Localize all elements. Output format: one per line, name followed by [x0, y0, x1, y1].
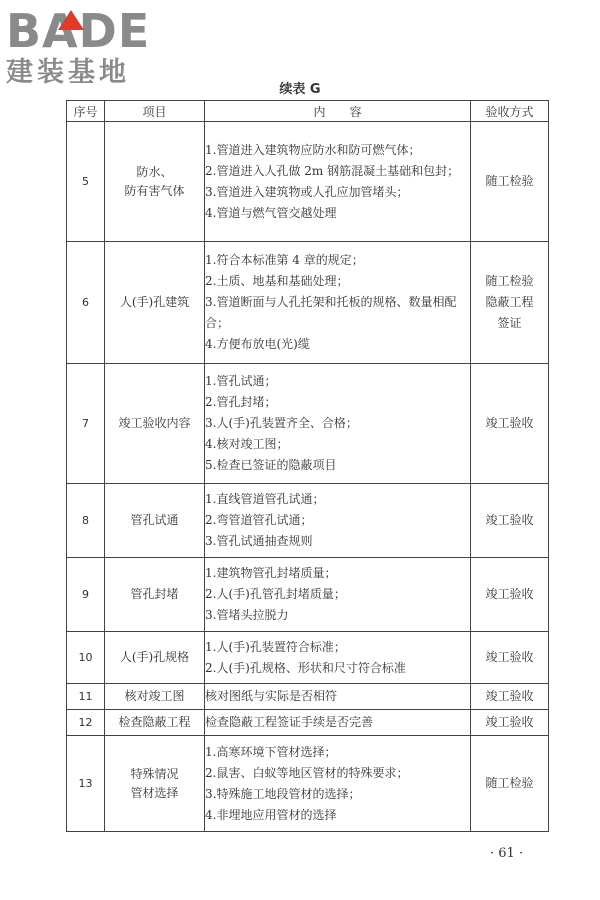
method-line: 随工检验	[485, 776, 534, 790]
method-line: 隐蔽工程	[485, 295, 534, 309]
row-number: 13	[67, 736, 105, 832]
content-cell	[205, 242, 471, 364]
content-cell	[205, 684, 471, 710]
table-row	[67, 710, 549, 736]
item-line: 检查隐蔽工程	[118, 715, 191, 729]
content-line: 3.管道断面与人孔托架和托板的规格、数量相配合；	[205, 295, 457, 330]
content-line: 2.弯管道管孔试通；	[205, 513, 313, 527]
content-line: 3.管堵头拉脱力	[205, 608, 289, 622]
item-line: 竣工验收内容	[118, 416, 191, 430]
table-row	[67, 684, 549, 710]
content-line: 1.管孔试通；	[205, 374, 277, 388]
row-number: 7	[67, 364, 105, 484]
method-line: 竣工验收	[485, 513, 534, 527]
item-line: 管孔封堵	[130, 587, 179, 601]
content-line: 4.方便布放电(光)缆	[205, 337, 310, 351]
content-line: 4.非埋地应用管材的选择	[205, 807, 337, 822]
item-cell	[105, 484, 205, 558]
method-line: 竣工验收	[485, 587, 534, 601]
bade-logo	[6, 4, 176, 88]
method-line: 随工检验	[485, 274, 534, 288]
table-row	[67, 242, 549, 364]
content-line: 1.高寒环境下管材选择；	[205, 744, 337, 759]
table-caption: 续表 G	[279, 82, 321, 97]
content-line: 核对图纸与实际是否相符	[205, 689, 338, 703]
content-line: 2.管孔封堵；	[205, 395, 277, 409]
content-cell	[205, 736, 471, 832]
content-line: 4.管道与燃气管交越处理	[205, 205, 337, 220]
table-row	[67, 632, 549, 684]
method-line: 竣工验收	[485, 416, 534, 430]
item-line: 防有害气体	[124, 183, 185, 198]
content-line: 3.管道进入建筑物或人孔应加管堵头；	[205, 184, 409, 199]
header-no: 序号	[67, 101, 105, 122]
item-line: 管孔试通	[130, 513, 179, 527]
method-line: 竣工验收	[485, 650, 534, 664]
header-content: 内 容	[205, 101, 471, 122]
table-row	[67, 558, 549, 632]
content-line: 2.鼠害、白蚁等地区管材的特殊要求；	[205, 765, 409, 780]
row-number: 12	[67, 710, 105, 736]
item-line: 人(手)孔规格	[119, 650, 190, 664]
item-line: 人(手)孔建筑	[119, 295, 190, 309]
method-line: 竣工验收	[485, 689, 534, 703]
content-line: 3.管孔试通抽查规则	[205, 534, 313, 548]
content-cell	[205, 484, 471, 558]
method-cell	[471, 484, 549, 558]
content-cell	[205, 558, 471, 632]
item-cell	[105, 364, 205, 484]
content-line: 检查隐蔽工程签证手续是否完善	[205, 715, 374, 729]
header-method: 验收方式	[471, 101, 549, 122]
method-cell	[471, 364, 549, 484]
method-line: 随工检验	[485, 174, 534, 188]
content-line: 3.人(手)孔装置齐全、合格；	[205, 416, 358, 430]
item-line: 管材选择	[130, 785, 179, 800]
page-number: · 61 ·	[490, 846, 524, 861]
table-row	[67, 484, 549, 558]
content-line: 1.直线管道管孔试通；	[205, 492, 325, 506]
content-cell	[205, 632, 471, 684]
content-line: 3.特殊施工地段管材的选择；	[205, 786, 361, 801]
content-cell	[205, 122, 471, 242]
row-number: 8	[67, 484, 105, 558]
content-line: 2.管道进入人孔做 2m 钢筋混凝土基础和包封；	[205, 163, 460, 178]
row-number: 11	[67, 684, 105, 710]
logo-subtitle: 建装基地	[6, 57, 130, 88]
item-line: 特殊情况	[130, 766, 179, 781]
content-line: 1.人(手)孔装置符合标准；	[205, 639, 346, 654]
item-cell	[105, 684, 205, 710]
content-line: 5.检查已签证的隐蔽项目	[205, 458, 337, 472]
logo-mark-text: BADE	[6, 4, 151, 58]
method-cell	[471, 684, 549, 710]
content-line: 1.建筑物管孔封堵质量；	[205, 566, 337, 580]
table-row	[67, 122, 549, 242]
item-line: 防水、	[136, 164, 173, 179]
content-cell	[205, 364, 471, 484]
content-line: 4.核对竣工图；	[205, 437, 289, 451]
content-line: 1.管道进入建筑物应防水和防可燃气体；	[205, 142, 421, 157]
method-cell	[471, 710, 549, 736]
method-cell	[471, 632, 549, 684]
item-cell	[105, 558, 205, 632]
content-line: 2.人(手)孔规格、形状和尺寸符合标准	[205, 660, 406, 675]
item-cell	[105, 736, 205, 832]
content-line: 1.符合本标准第 4 章的规定；	[205, 253, 364, 267]
item-cell	[105, 710, 205, 736]
row-number: 9	[67, 558, 105, 632]
item-cell	[105, 122, 205, 242]
table-row	[67, 364, 549, 484]
method-cell	[471, 122, 549, 242]
table-row	[67, 736, 549, 832]
method-line: 签证	[497, 316, 522, 330]
item-line: 核对竣工图	[124, 689, 185, 703]
header-item: 项目	[105, 101, 205, 122]
row-number: 10	[67, 632, 105, 684]
acceptance-table	[66, 100, 549, 832]
content-line: 2.人(手)孔管孔封堵质量；	[205, 587, 346, 601]
row-number: 5	[67, 122, 105, 242]
method-cell	[471, 736, 549, 832]
item-cell	[105, 242, 205, 364]
row-number: 6	[67, 242, 105, 364]
content-cell	[205, 710, 471, 736]
logo-mark	[6, 4, 176, 58]
logo-accent-icon	[58, 10, 84, 30]
content-line: 2.土质、地基和基础处理；	[205, 274, 349, 288]
table-header-row	[67, 101, 549, 122]
item-cell	[105, 632, 205, 684]
method-cell	[471, 558, 549, 632]
method-line: 竣工验收	[485, 715, 534, 729]
method-cell	[471, 242, 549, 364]
